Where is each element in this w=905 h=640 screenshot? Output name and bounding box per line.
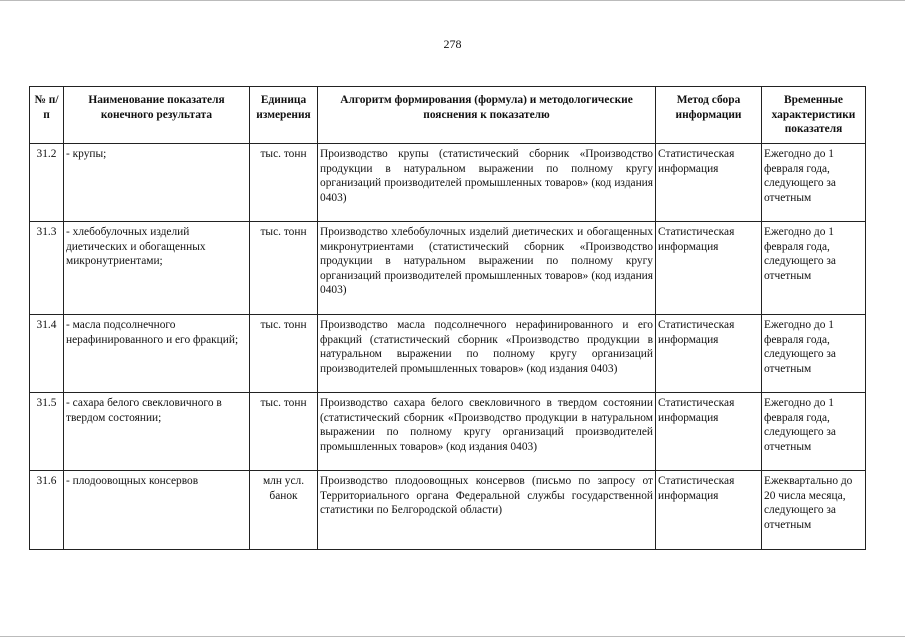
cell-unit: тыс. тонн — [250, 222, 318, 315]
cell-time: Ежегодно до 1 февраля года, следующего за отчетным — [762, 222, 866, 315]
indicators-table — [29, 86, 866, 550]
cell-time: Ежегодно до 1 февраля года, следующего за отчетным — [762, 315, 866, 393]
cell-method: Статистическая информация — [656, 393, 762, 471]
header-algorithm: Алгоритм формирования (формула) и методологические пояснения к показателю — [318, 87, 656, 144]
header-num: № п/п — [30, 87, 64, 144]
cell-name: - хлебобулочных изделий диетических и обогащенных микронутриентами; — [64, 222, 250, 315]
cell-name: - плодоовощных консервов — [64, 471, 250, 550]
table-row — [30, 393, 866, 471]
cell-num: 31.3 — [30, 222, 64, 315]
cell-name: - масла подсолнечного нерафинированного и его фракций; — [64, 315, 250, 393]
cell-method: Статистическая информация — [656, 222, 762, 315]
cell-name: - сахара белого свекловичного в твердом состоянии; — [64, 393, 250, 471]
cell-time: Ежегодно до 1 февраля года, следующего за отчетным — [762, 144, 866, 222]
header-time: Временные характеристики показателя — [762, 87, 866, 144]
cell-unit: тыс. тонн — [250, 144, 318, 222]
cell-method: Статистическая информация — [656, 315, 762, 393]
bottom-scan-edge — [0, 636, 905, 637]
header-name: Наименование показателя конечного результата — [64, 87, 250, 144]
cell-unit: тыс. тонн — [250, 315, 318, 393]
top-scan-edge — [0, 0, 905, 1]
cell-method: Статистическая информация — [656, 471, 762, 550]
cell-method: Статистическая информация — [656, 144, 762, 222]
table-row — [30, 144, 866, 222]
cell-name: - крупы; — [64, 144, 250, 222]
table-row — [30, 315, 866, 393]
header-unit: Единица измерения — [250, 87, 318, 144]
cell-num: 31.4 — [30, 315, 64, 393]
cell-algorithm: Производство хлебобулочных изделий диетических и обогащенных микронутриентами (статистический сборник «Производство продукции в натуральном выражении по полному кругу организаций производителей промышленных товаров» (код издания 0403) — [318, 222, 656, 315]
cell-num: 31.5 — [30, 393, 64, 471]
cell-time: Ежеквартально до 20 числа месяца, следующего за отчетным — [762, 471, 866, 550]
table-row — [30, 471, 866, 550]
cell-algorithm: Производство крупы (статистический сборник «Производство продукции в натуральном выражении по полному кругу организаций производителей промышленных товаров» (код издания 0403) — [318, 144, 656, 222]
cell-algorithm: Производство масла подсолнечного нерафинированного и его фракций (статистический сборник «Производство продукции в натуральном выражении по полному кругу организаций производителей промышленных товаров» (код издания 0403) — [318, 315, 656, 393]
cell-unit: тыс. тонн — [250, 393, 318, 471]
cell-algorithm: Производство плодоовощных консервов (письмо по запросу от Территориального органа Федеральной службы государственной статистики по Белгородской области) — [318, 471, 656, 550]
cell-num: 31.6 — [30, 471, 64, 550]
cell-algorithm: Производство сахара белого свекловичного в твердом состоянии (статистический сборник «Производство продукции в натуральном выражении по полному кругу организаций производителей промышленных товаров» (код издания 0403) — [318, 393, 656, 471]
cell-time: Ежегодно до 1 февраля года, следующего за отчетным — [762, 393, 866, 471]
page-number: 278 — [443, 37, 462, 51]
cell-num: 31.2 — [30, 144, 64, 222]
header-method: Метод сбора информации — [656, 87, 762, 144]
table-header-row — [30, 87, 866, 144]
table-row — [30, 222, 866, 315]
cell-unit: млн усл. банок — [250, 471, 318, 550]
